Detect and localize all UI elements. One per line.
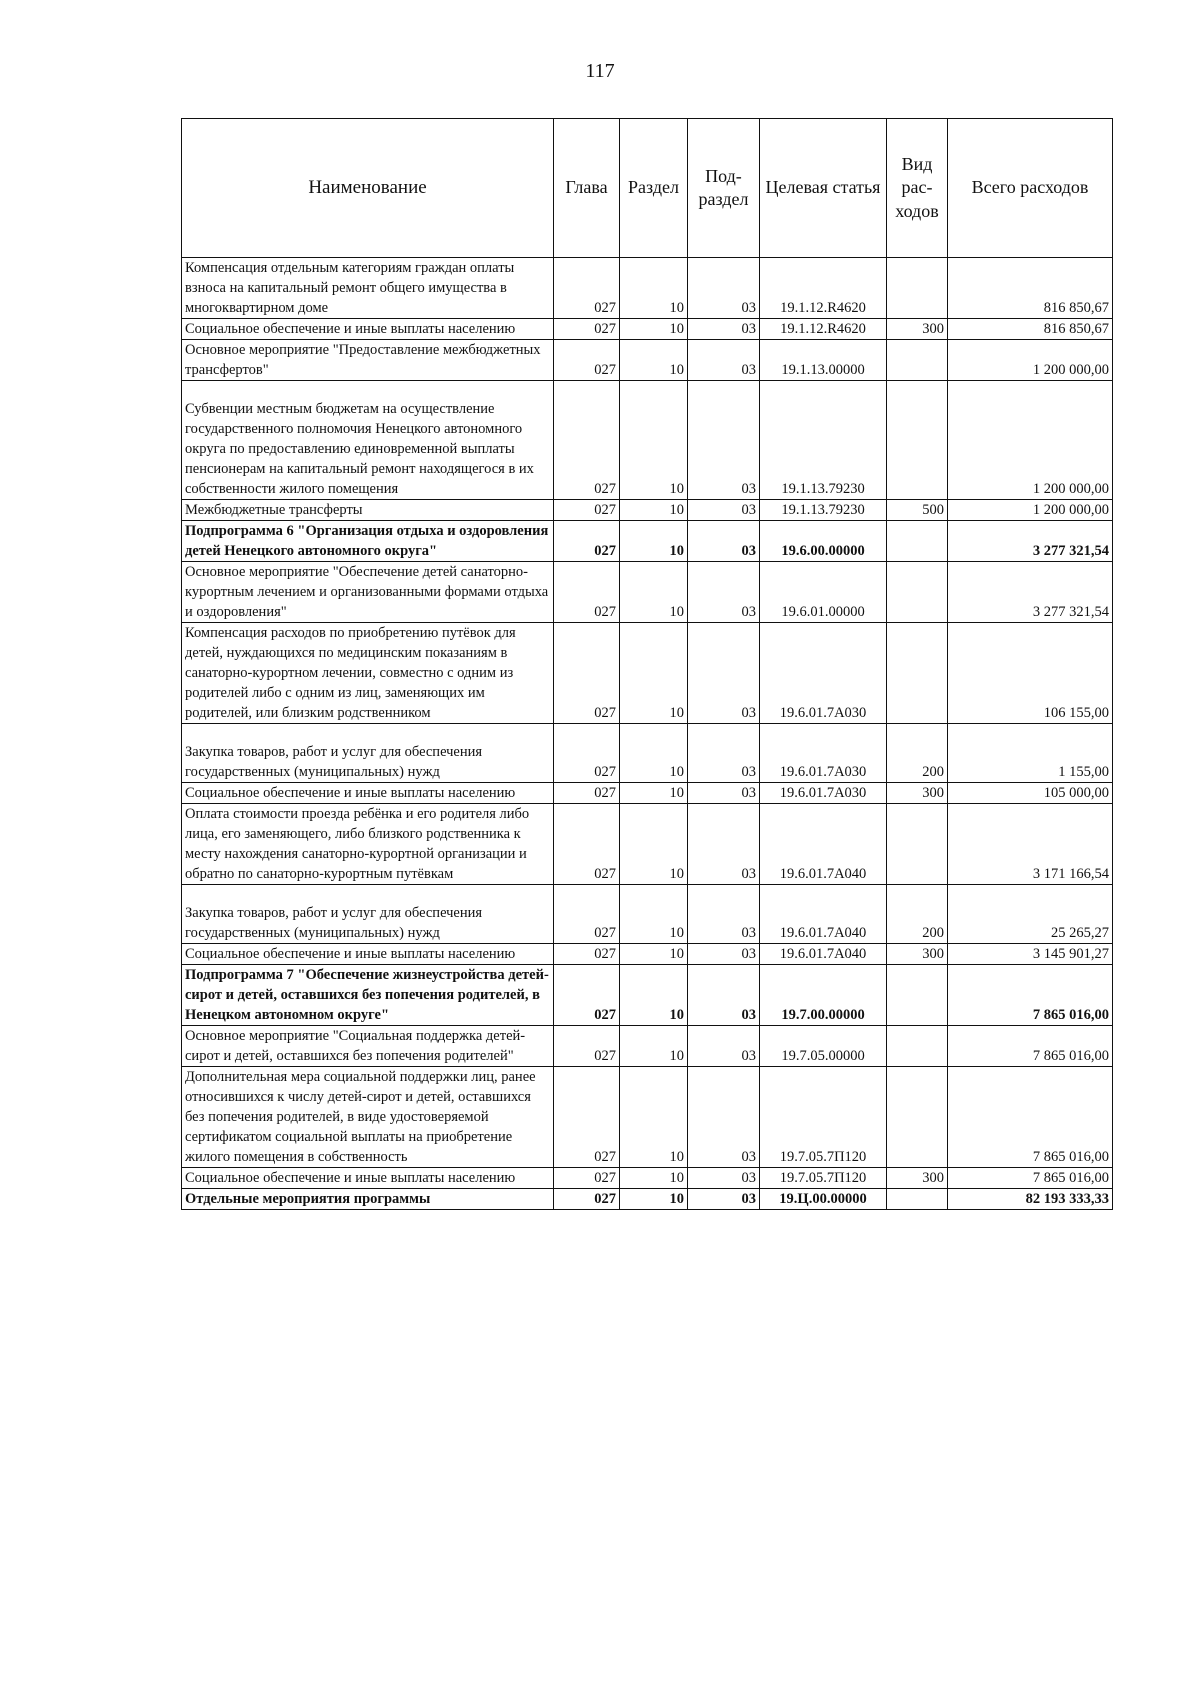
table-header-row: [182, 119, 1113, 258]
cell-total: 3 277 321,54: [948, 521, 1113, 562]
cell-glava: 027: [554, 1067, 620, 1168]
cell-razdel: 10: [620, 804, 688, 885]
cell-article: 19.6.01.00000: [760, 562, 887, 623]
cell-total: 7 865 016,00: [948, 1067, 1113, 1168]
cell-vid: 300: [887, 783, 948, 804]
cell-name: Подпрограмма 7 "Обеспечение жизнеустройства детей-сирот и детей, оставшихся без попечения родителей, в Ненецком автономном округе": [182, 965, 554, 1026]
header-vid: Вид рас-ходов: [887, 119, 948, 258]
cell-total: 7 865 016,00: [948, 1168, 1113, 1189]
cell-glava: 027: [554, 1168, 620, 1189]
cell-name: Субвенции местным бюджетам на осуществление государственного полномочия Ненецкого автономного округа по предоставлению единовременной выплаты пенсионерам на капитальный ремонт находящегося в их собственности жилого помещения: [182, 381, 554, 500]
cell-podrazdel: 03: [688, 1189, 760, 1210]
cell-total: 82 193 333,33: [948, 1189, 1113, 1210]
cell-article: 19.1.13.79230: [760, 381, 887, 500]
cell-podrazdel: 03: [688, 944, 760, 965]
header-name: Наименование: [182, 119, 554, 258]
cell-razdel: 10: [620, 562, 688, 623]
cell-name: Оплата стоимости проезда ребёнка и его родителя либо лица, его заменяющего, либо близкого родственника к месту нахождения санаторно-курортной организации и обратно по санаторно-курортным путёвкам: [182, 804, 554, 885]
cell-article: 19.6.01.7А040: [760, 885, 887, 944]
table-row: [182, 340, 1113, 381]
cell-vid: 300: [887, 1168, 948, 1189]
cell-razdel: 10: [620, 319, 688, 340]
cell-article: 19.6.00.00000: [760, 521, 887, 562]
cell-vid: [887, 258, 948, 319]
table-row: [182, 319, 1113, 340]
cell-vid: [887, 1067, 948, 1168]
cell-podrazdel: 03: [688, 258, 760, 319]
cell-glava: 027: [554, 319, 620, 340]
cell-vid: [887, 804, 948, 885]
cell-podrazdel: 03: [688, 381, 760, 500]
cell-article: 19.6.01.7А040: [760, 804, 887, 885]
table-row: [182, 965, 1113, 1026]
table-row: [182, 500, 1113, 521]
table-row: [182, 1067, 1113, 1168]
cell-vid: [887, 521, 948, 562]
table-row: [182, 1026, 1113, 1067]
header-razdel: Раздел: [620, 119, 688, 258]
cell-name: Закупка товаров, работ и услуг для обеспечения государственных (муниципальных) нужд: [182, 885, 554, 944]
cell-name: Межбюджетные трансферты: [182, 500, 554, 521]
cell-article: 19.6.01.7А030: [760, 724, 887, 783]
cell-podrazdel: 03: [688, 965, 760, 1026]
cell-vid: [887, 965, 948, 1026]
cell-total: 25 265,27: [948, 885, 1113, 944]
cell-podrazdel: 03: [688, 319, 760, 340]
table-row: [182, 804, 1113, 885]
table-row: [182, 1168, 1113, 1189]
cell-glava: 027: [554, 965, 620, 1026]
cell-vid: [887, 562, 948, 623]
cell-name: Основное мероприятие "Обеспечение детей санаторно-курортным лечением и организованными формами отдыха и оздоровления": [182, 562, 554, 623]
cell-razdel: 10: [620, 1067, 688, 1168]
cell-razdel: 10: [620, 521, 688, 562]
cell-vid: 200: [887, 885, 948, 944]
cell-glava: 027: [554, 500, 620, 521]
cell-vid: [887, 340, 948, 381]
cell-podrazdel: 03: [688, 804, 760, 885]
cell-name: Социальное обеспечение и иные выплаты населению: [182, 1168, 554, 1189]
cell-vid: [887, 623, 948, 724]
cell-total: 3 171 166,54: [948, 804, 1113, 885]
table-row: [182, 1189, 1113, 1210]
cell-total: 1 200 000,00: [948, 340, 1113, 381]
cell-glava: 027: [554, 885, 620, 944]
table-row: [182, 724, 1113, 783]
cell-vid: 300: [887, 944, 948, 965]
cell-total: 3 145 901,27: [948, 944, 1113, 965]
table-row: [182, 562, 1113, 623]
table-body: [182, 258, 1113, 1210]
header-article: Целевая статья: [760, 119, 887, 258]
cell-razdel: 10: [620, 885, 688, 944]
cell-name: Основное мероприятие "Предоставление межбюджетных трансфертов": [182, 340, 554, 381]
cell-name: Компенсация расходов по приобретению путёвок для детей, нуждающихся по медицинским показаниям в санаторно-курортном лечении, совместно с одним из родителей либо с одним из лиц, заменяющих им родителей, или близким родственником: [182, 623, 554, 724]
page-number: 117: [585, 60, 615, 82]
cell-article: 19.1.12.R4620: [760, 258, 887, 319]
table-row: [182, 521, 1113, 562]
cell-name: Компенсация отдельным категориям граждан оплаты взноса на капитальный ремонт общего имущества в многоквартирном доме: [182, 258, 554, 319]
table-row: [182, 623, 1113, 724]
cell-name: Отдельные мероприятия программы: [182, 1189, 554, 1210]
cell-vid: [887, 1189, 948, 1210]
cell-glava: 027: [554, 340, 620, 381]
cell-total: 7 865 016,00: [948, 1026, 1113, 1067]
cell-razdel: 10: [620, 1026, 688, 1067]
cell-glava: 027: [554, 258, 620, 319]
cell-podrazdel: 03: [688, 1067, 760, 1168]
cell-vid: [887, 381, 948, 500]
cell-vid: [887, 1026, 948, 1067]
cell-razdel: 10: [620, 944, 688, 965]
cell-vid: 200: [887, 724, 948, 783]
cell-name: Подпрограмма 6 "Организация отдыха и оздоровления детей Ненецкого автономного округа": [182, 521, 554, 562]
cell-article: 19.7.05.00000: [760, 1026, 887, 1067]
header-total: Всего расходов: [948, 119, 1113, 258]
cell-podrazdel: 03: [688, 521, 760, 562]
cell-razdel: 10: [620, 1168, 688, 1189]
cell-total: 106 155,00: [948, 623, 1113, 724]
table-row: [182, 258, 1113, 319]
cell-glava: 027: [554, 381, 620, 500]
cell-razdel: 10: [620, 1189, 688, 1210]
cell-name: Социальное обеспечение и иные выплаты населению: [182, 319, 554, 340]
table-row: [182, 944, 1113, 965]
cell-podrazdel: 03: [688, 1026, 760, 1067]
cell-glava: 027: [554, 944, 620, 965]
cell-name: Основное мероприятие "Социальная поддержка детей-сирот и детей, оставшихся без попечения родителей": [182, 1026, 554, 1067]
cell-podrazdel: 03: [688, 1168, 760, 1189]
cell-razdel: 10: [620, 258, 688, 319]
cell-name: Закупка товаров, работ и услуг для обеспечения государственных (муниципальных) нужд: [182, 724, 554, 783]
cell-article: 19.1.13.79230: [760, 500, 887, 521]
cell-glava: 027: [554, 1026, 620, 1067]
table-row: [182, 783, 1113, 804]
cell-podrazdel: 03: [688, 724, 760, 783]
table-row: [182, 885, 1113, 944]
cell-total: 105 000,00: [948, 783, 1113, 804]
cell-glava: 027: [554, 562, 620, 623]
cell-total: 1 200 000,00: [948, 381, 1113, 500]
cell-podrazdel: 03: [688, 500, 760, 521]
table-row: [182, 381, 1113, 500]
cell-total: 3 277 321,54: [948, 562, 1113, 623]
cell-razdel: 10: [620, 965, 688, 1026]
cell-vid: 500: [887, 500, 948, 521]
cell-total: 1 155,00: [948, 724, 1113, 783]
cell-vid: 300: [887, 319, 948, 340]
cell-razdel: 10: [620, 381, 688, 500]
cell-article: 19.7.05.7П120: [760, 1067, 887, 1168]
cell-glava: 027: [554, 623, 620, 724]
cell-article: 19.1.12.R4620: [760, 319, 887, 340]
header-podrazdel: Под-раздел: [688, 119, 760, 258]
cell-article: 19.6.01.7А030: [760, 623, 887, 724]
cell-podrazdel: 03: [688, 885, 760, 944]
cell-podrazdel: 03: [688, 783, 760, 804]
cell-razdel: 10: [620, 623, 688, 724]
cell-name: Социальное обеспечение и иные выплаты населению: [182, 783, 554, 804]
cell-razdel: 10: [620, 724, 688, 783]
cell-article: 19.7.05.7П120: [760, 1168, 887, 1189]
cell-glava: 027: [554, 804, 620, 885]
cell-article: 19.6.01.7А040: [760, 944, 887, 965]
cell-glava: 027: [554, 724, 620, 783]
cell-podrazdel: 03: [688, 340, 760, 381]
cell-article: 19.Ц.00.00000: [760, 1189, 887, 1210]
cell-article: 19.6.01.7А030: [760, 783, 887, 804]
cell-total: 816 850,67: [948, 258, 1113, 319]
cell-total: 816 850,67: [948, 319, 1113, 340]
cell-razdel: 10: [620, 783, 688, 804]
cell-glava: 027: [554, 521, 620, 562]
cell-name: Социальное обеспечение и иные выплаты населению: [182, 944, 554, 965]
cell-podrazdel: 03: [688, 562, 760, 623]
cell-article: 19.1.13.00000: [760, 340, 887, 381]
cell-razdel: 10: [620, 500, 688, 521]
budget-table: [181, 118, 1113, 1210]
cell-total: 7 865 016,00: [948, 965, 1113, 1026]
cell-name: Дополнительная мера социальной поддержки лиц, ранее относившихся к числу детей-сирот и детей, оставшихся без попечения родителей, в виде удостоверяемой сертификатом социальной выплаты на приобретение жилого помещения в собственность: [182, 1067, 554, 1168]
cell-podrazdel: 03: [688, 623, 760, 724]
cell-total: 1 200 000,00: [948, 500, 1113, 521]
cell-glava: 027: [554, 1189, 620, 1210]
cell-article: 19.7.00.00000: [760, 965, 887, 1026]
cell-glava: 027: [554, 783, 620, 804]
header-glava: Глава: [554, 119, 620, 258]
cell-razdel: 10: [620, 340, 688, 381]
